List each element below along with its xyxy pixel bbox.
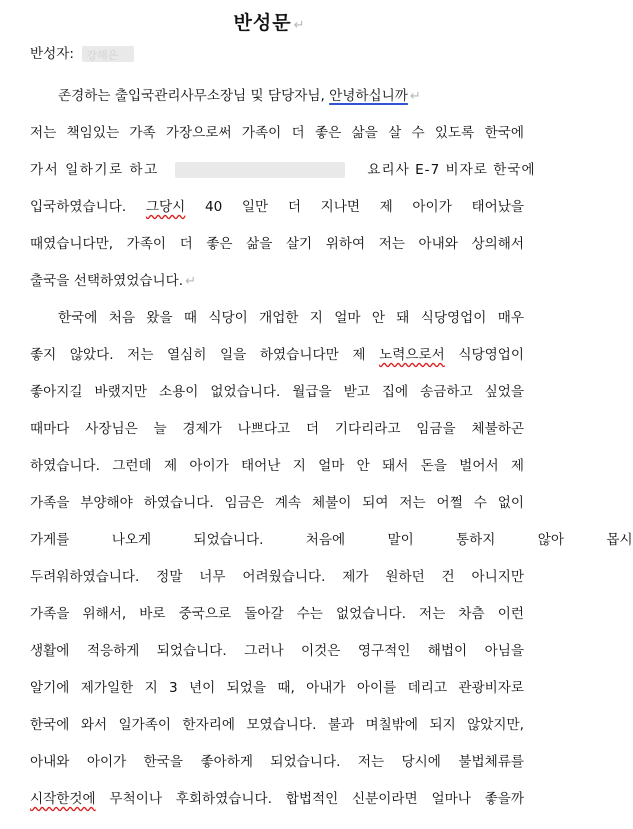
- text-line: [30, 87, 524, 105]
- text-line: 아내와 아이가 한국을 좋아하게 되었습니다. 저는 당시에 불법체류를: [30, 754, 524, 770]
- paragraph-mark-icon: ↵: [293, 18, 306, 33]
- text-line: 저는 책임있는 가족 가장으로써 가족이 더 좋은 삶을 살 수 있도록 한국에: [30, 125, 524, 141]
- text-line: [30, 790, 524, 808]
- line-text: 존경하는 출입국관리사무소장님 및 담당자님,: [58, 88, 330, 104]
- text-line: 가게를 나오게 되었습니다. 처음에 말이 통하지 않아 몹시: [30, 532, 633, 548]
- underlined-text: 안녕하십니까: [329, 88, 408, 104]
- text-line: 알기에 제가일한 지 3 년이 되었을 때, 아내가 아이를 데리고 관광비자로: [30, 680, 524, 696]
- line-text: 좋지 않았다. 저는 열심히 일을 하였습니다만 제: [30, 347, 380, 363]
- redacted-block: [175, 162, 345, 178]
- line-text: 입국하였습니다.: [30, 199, 146, 215]
- text-line: 가족을 부양해야 하였습니다. 임금은 계속 체불이 되여 저는 어쩔 수 없이: [30, 495, 524, 511]
- line-text: 출국을 선택하였었습니다.: [30, 273, 184, 289]
- text-line: 하였습니다. 그런데 제 아이가 태어난 지 얼마 안 돼서 돈을 벌어서 제: [30, 458, 524, 474]
- text-line: 생활에 적응하게 되었습니다. 그러나 이것은 영구적인 해법이 아님을: [30, 643, 524, 659]
- text-line: 때마다 사장님은 늘 경제가 나쁘다고 더 기다리라고 임금을 체불하곤: [30, 421, 524, 437]
- text-line: [30, 198, 524, 216]
- text-line: 좋아지길 바랬지만 소용이 없었습니다. 월급을 받고 집에 송금하고 싶었을: [30, 384, 524, 400]
- line-text: 식당영업이: [444, 347, 524, 363]
- line-text: 40 일만 더 지나면 제 아이가 태어났을: [185, 199, 524, 215]
- spellcheck-underlined-text: 시작한것에: [30, 791, 96, 807]
- paragraph-mark-icon: ↵: [185, 274, 196, 289]
- text-line: 한국에 와서 일가족이 한자리에 모였습니다. 불과 며칠밖에 되지 않았지만,: [30, 717, 524, 733]
- line-text: 요리사 E-7 비자로 한국에: [367, 162, 536, 178]
- text-line: [30, 346, 524, 364]
- spellcheck-underlined-text: 노력으로서: [379, 347, 445, 363]
- line-text: 가서 일하기로 하고: [30, 162, 159, 178]
- spellcheck-underlined-text: 그당시: [145, 199, 186, 215]
- author-line: [30, 45, 524, 63]
- text-line: [30, 161, 536, 179]
- paragraph-mark-icon: ↵: [409, 89, 421, 104]
- title-text: 반성문: [233, 12, 292, 34]
- author-value-partial: 강해은: [86, 49, 119, 62]
- redacted-author-name: [82, 46, 134, 62]
- text-line: 때였습니다만, 가족이 더 좋은 삶을 살기 위하여 저는 아내와 상의해서: [30, 236, 524, 252]
- text-line: 가족을 위해서, 바로 중국으로 돌아갈 수는 없었습니다. 저는 차츰 이런: [30, 606, 524, 622]
- text-line: [30, 272, 524, 290]
- text-line: 두려워하였습니다. 정말 너무 어려웠습니다. 제가 원하던 건 아니지만: [30, 569, 524, 585]
- text-line: 한국에 처음 왔을 때 식당이 개업한 지 얼마 안 돼 식당영업이 매우: [58, 310, 524, 326]
- line-text: 무척이나 후회하였습니다. 합법적인 신분이라면 얼마나 좋을까: [95, 791, 524, 807]
- author-label: 반성자:: [30, 46, 74, 62]
- document-title: [0, 8, 539, 35]
